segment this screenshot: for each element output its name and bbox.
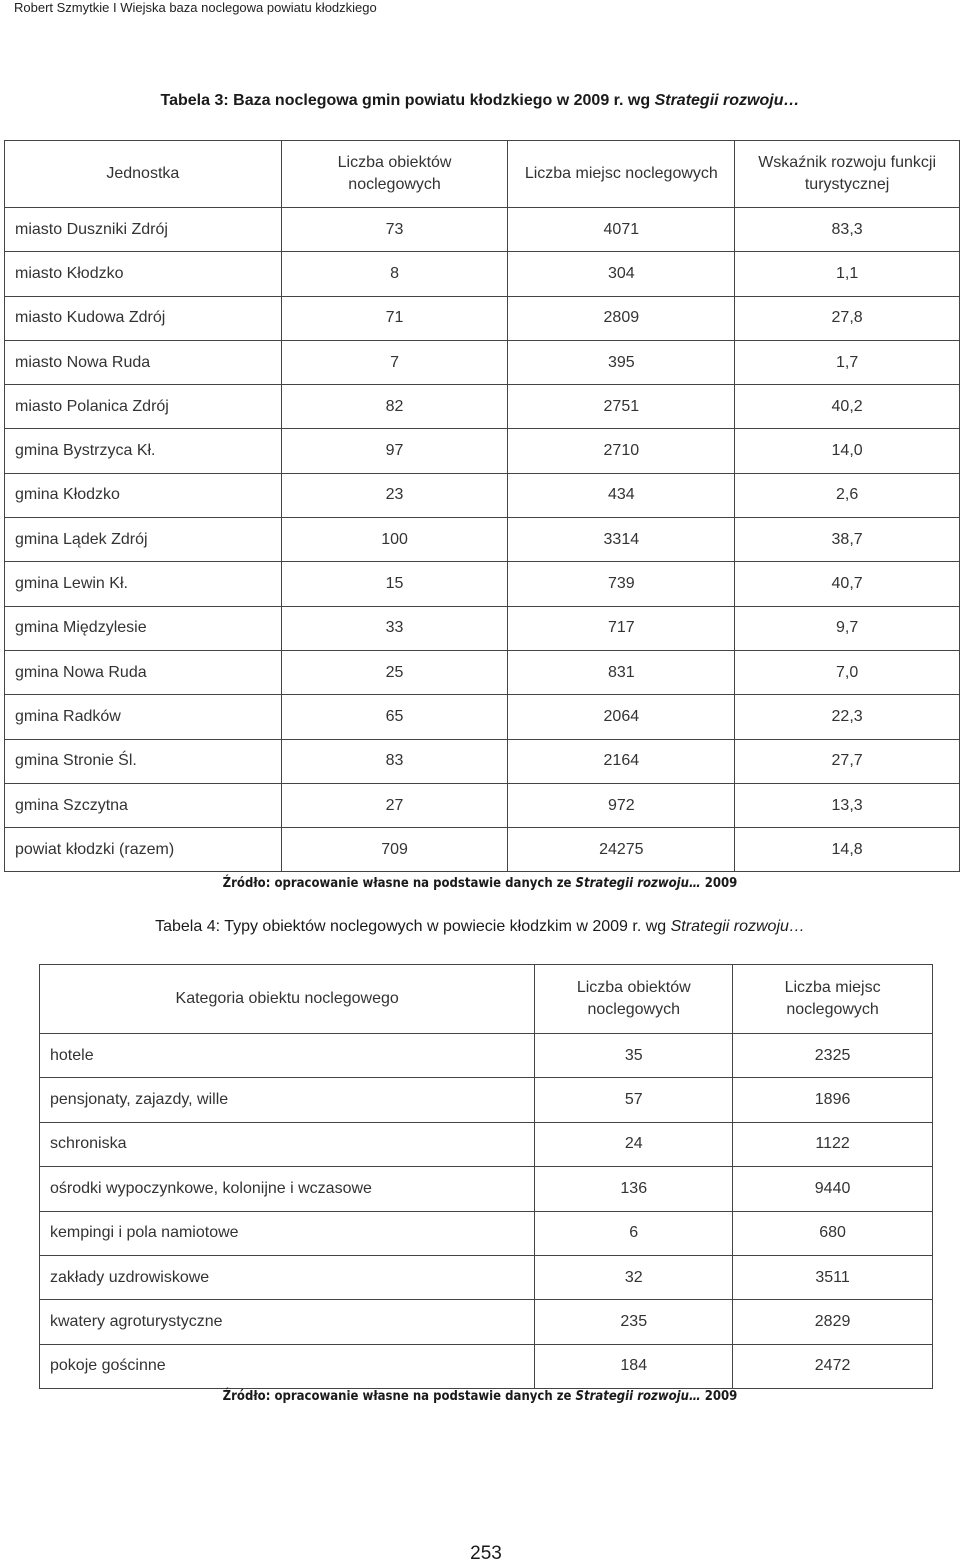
table3-row xyxy=(5,695,960,739)
row-value-cell: 1,7 xyxy=(735,340,960,384)
table4-header-cell: Liczba obiektów noclegowych xyxy=(535,965,733,1034)
table3-row xyxy=(5,252,960,296)
row-value-cell: 2164 xyxy=(508,739,735,783)
table4-caption-italic: Strategii rozwoju… xyxy=(670,918,805,935)
table3-caption-italic: Strategii rozwoju… xyxy=(654,92,800,109)
table4-row xyxy=(40,1122,933,1166)
row-value-cell: 33 xyxy=(281,606,508,650)
table4-source-suffix: 2009 xyxy=(700,1389,738,1404)
table3-header-cell: Wskaźnik rozwoju funkcji turystycznej xyxy=(735,141,960,208)
table3-row xyxy=(5,828,960,872)
table4-row xyxy=(40,1078,933,1122)
row-value-cell: 100 xyxy=(281,518,508,562)
table3-row xyxy=(5,739,960,783)
row-label-cell: gmina Lądek Zdrój xyxy=(5,518,282,562)
table3-row xyxy=(5,606,960,650)
table3-caption xyxy=(0,92,960,110)
row-label-cell: gmina Lewin Kł. xyxy=(5,562,282,606)
row-label-cell: miasto Nowa Ruda xyxy=(5,340,282,384)
row-value-cell: 83 xyxy=(281,739,508,783)
table3-row xyxy=(5,473,960,517)
table4-header-cell: Liczba miejsc noclegowych xyxy=(733,965,933,1034)
row-label-cell: gmina Stronie Śl. xyxy=(5,739,282,783)
row-value-cell: 2064 xyxy=(508,695,735,739)
table3-caption-main: Tabela 3: Baza noclegowa gmin powiatu kłodzkiego w 2009 r. wg xyxy=(160,92,655,109)
table4-row xyxy=(40,1034,933,1078)
row-value-cell: 25 xyxy=(281,650,508,694)
row-label-cell: gmina Międzylesie xyxy=(5,606,282,650)
row-value-cell: 9440 xyxy=(733,1167,933,1211)
row-value-cell: 97 xyxy=(281,429,508,473)
page-number: 253 xyxy=(470,1543,502,1564)
row-value-cell: 3511 xyxy=(733,1255,933,1299)
table3-source-prefix: Źródło: opracowanie własne na podstawie danych ze xyxy=(222,876,576,891)
row-value-cell: 395 xyxy=(508,340,735,384)
row-label-cell: pensjonaty, zajazdy, wille xyxy=(40,1078,535,1122)
table4-caption-main: Tabela 4: Typy obiektów noclegowych w powiecie kłodzkim w 2009 r. wg xyxy=(155,918,671,935)
row-value-cell: 3314 xyxy=(508,518,735,562)
row-value-cell: 7 xyxy=(281,340,508,384)
row-value-cell: 38,7 xyxy=(735,518,960,562)
row-value-cell: 2472 xyxy=(733,1344,933,1388)
row-value-cell: 1,1 xyxy=(735,252,960,296)
running-header: Robert Szmytkie I Wiejska baza noclegowa powiatu kłodzkiego xyxy=(14,0,377,15)
row-value-cell: 32 xyxy=(535,1255,733,1299)
row-label-cell: gmina Szczytna xyxy=(5,783,282,827)
row-label-cell: powiat kłodzki (razem) xyxy=(5,828,282,872)
table3-row xyxy=(5,562,960,606)
row-value-cell: 83,3 xyxy=(735,208,960,252)
row-value-cell: 972 xyxy=(508,783,735,827)
row-label-cell: miasto Kłodzko xyxy=(5,252,282,296)
row-value-cell: 7,0 xyxy=(735,650,960,694)
table3-header-cell: Jednostka xyxy=(5,141,282,208)
row-label-cell: miasto Duszniki Zdrój xyxy=(5,208,282,252)
row-value-cell: 27,8 xyxy=(735,296,960,340)
table4-row xyxy=(40,1211,933,1255)
row-value-cell: 2751 xyxy=(508,385,735,429)
row-label-cell: gmina Bystrzyca Kł. xyxy=(5,429,282,473)
table3-header-cell: Liczba miejsc noclegowych xyxy=(508,141,735,208)
row-value-cell: 739 xyxy=(508,562,735,606)
row-value-cell: 27 xyxy=(281,783,508,827)
row-label-cell: gmina Radków xyxy=(5,695,282,739)
table4-row xyxy=(40,1300,933,1344)
table4-row xyxy=(40,1255,933,1299)
row-value-cell: 14,8 xyxy=(735,828,960,872)
table4 xyxy=(39,964,933,1389)
table4-row xyxy=(40,1167,933,1211)
row-value-cell: 717 xyxy=(508,606,735,650)
table3-row xyxy=(5,208,960,252)
row-value-cell: 2829 xyxy=(733,1300,933,1344)
row-label-cell: miasto Kudowa Zdrój xyxy=(5,296,282,340)
row-value-cell: 73 xyxy=(281,208,508,252)
row-value-cell: 15 xyxy=(281,562,508,606)
row-value-cell: 57 xyxy=(535,1078,733,1122)
row-value-cell: 40,7 xyxy=(735,562,960,606)
row-value-cell: 709 xyxy=(281,828,508,872)
row-value-cell: 27,7 xyxy=(735,739,960,783)
row-value-cell: 6 xyxy=(535,1211,733,1255)
table4-source-prefix: Źródło: opracowanie własne na podstawie danych ze xyxy=(222,1389,576,1404)
row-value-cell: 831 xyxy=(508,650,735,694)
table3-row xyxy=(5,650,960,694)
row-value-cell: 71 xyxy=(281,296,508,340)
row-label-cell: pokoje gościnne xyxy=(40,1344,535,1388)
table3-source-suffix: 2009 xyxy=(700,876,738,891)
row-value-cell: 23 xyxy=(281,473,508,517)
row-value-cell: 82 xyxy=(281,385,508,429)
row-value-cell: 65 xyxy=(281,695,508,739)
row-value-cell: 235 xyxy=(535,1300,733,1344)
row-label-cell: schroniska xyxy=(40,1122,535,1166)
table4-source-italic: Strategii rozwoju… xyxy=(575,1389,701,1404)
row-value-cell: 2710 xyxy=(508,429,735,473)
row-value-cell: 35 xyxy=(535,1034,733,1078)
row-value-cell: 304 xyxy=(508,252,735,296)
row-value-cell: 22,3 xyxy=(735,695,960,739)
row-value-cell: 680 xyxy=(733,1211,933,1255)
row-value-cell: 4071 xyxy=(508,208,735,252)
row-label-cell: gmina Kłodzko xyxy=(5,473,282,517)
row-label-cell: gmina Nowa Ruda xyxy=(5,650,282,694)
row-value-cell: 136 xyxy=(535,1167,733,1211)
row-value-cell: 8 xyxy=(281,252,508,296)
table4-source xyxy=(0,1389,960,1404)
row-label-cell: ośrodki wypoczynkowe, kolonijne i wczasowe xyxy=(40,1167,535,1211)
table3-source xyxy=(0,876,960,891)
table3-header-row xyxy=(5,141,960,208)
table3-row xyxy=(5,340,960,384)
row-value-cell: 14,0 xyxy=(735,429,960,473)
row-value-cell: 1896 xyxy=(733,1078,933,1122)
table4-row xyxy=(40,1344,933,1388)
row-label-cell: kwatery agroturystyczne xyxy=(40,1300,535,1344)
table3-row xyxy=(5,385,960,429)
table3-row xyxy=(5,518,960,562)
row-value-cell: 24275 xyxy=(508,828,735,872)
row-value-cell: 13,3 xyxy=(735,783,960,827)
table4-header-row xyxy=(40,965,933,1034)
table3 xyxy=(4,140,960,872)
table3-source-italic: Strategii rozwoju… xyxy=(575,876,701,891)
row-value-cell: 184 xyxy=(535,1344,733,1388)
table3-row xyxy=(5,783,960,827)
row-value-cell: 2,6 xyxy=(735,473,960,517)
row-value-cell: 24 xyxy=(535,1122,733,1166)
row-label-cell: kempingi i pola namiotowe xyxy=(40,1211,535,1255)
row-value-cell: 434 xyxy=(508,473,735,517)
row-value-cell: 9,7 xyxy=(735,606,960,650)
table4-caption xyxy=(0,918,960,936)
table4-header-cell: Kategoria obiektu noclegowego xyxy=(40,965,535,1034)
row-value-cell: 2325 xyxy=(733,1034,933,1078)
table3-row xyxy=(5,429,960,473)
row-label-cell: hotele xyxy=(40,1034,535,1078)
row-label-cell: zakłady uzdrowiskowe xyxy=(40,1255,535,1299)
row-value-cell: 1122 xyxy=(733,1122,933,1166)
row-value-cell: 2809 xyxy=(508,296,735,340)
row-value-cell: 40,2 xyxy=(735,385,960,429)
row-label-cell: miasto Polanica Zdrój xyxy=(5,385,282,429)
table3-header-cell: Liczba obiektów noclegowych xyxy=(281,141,508,208)
table3-row xyxy=(5,296,960,340)
